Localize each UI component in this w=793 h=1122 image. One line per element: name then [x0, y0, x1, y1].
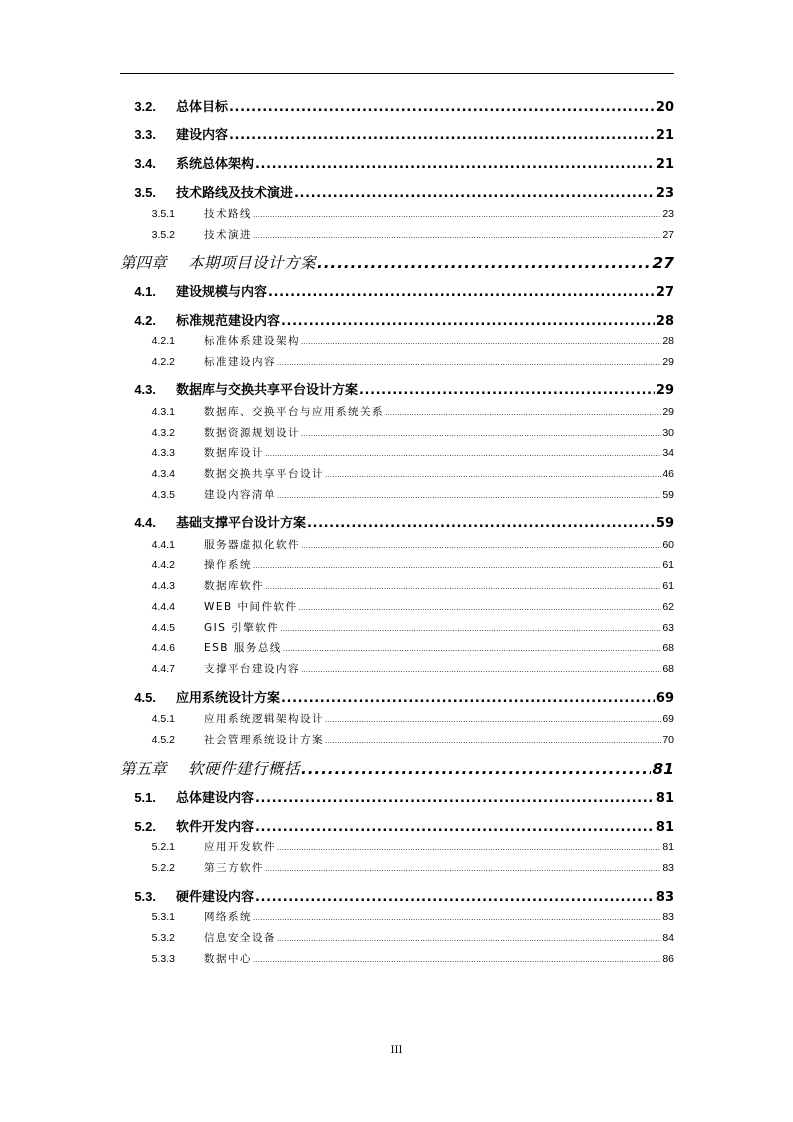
toc-dot-leader	[385, 406, 661, 420]
toc-dot-leader	[277, 932, 661, 946]
toc-entry-title: 本期项目设计方案	[188, 254, 317, 272]
toc-entry-title: 应用开发软件	[204, 841, 276, 853]
toc-entry[interactable]	[120, 446, 674, 460]
toc-entry-page: 83	[662, 911, 674, 923]
toc-dot-leader	[325, 734, 661, 748]
toc-entry-title: 数据库与交换共享平台设计方案	[176, 383, 359, 398]
toc-entry-page: 69	[655, 691, 674, 706]
toc-dot-leader	[255, 819, 655, 837]
toc-entry[interactable]	[120, 861, 674, 875]
toc-entry[interactable]	[120, 252, 674, 274]
toc-entry-number: 3.5.1	[151, 208, 175, 220]
toc-entry-title: 软硬件建行概括	[188, 760, 301, 778]
toc-dot-leader	[277, 841, 661, 855]
toc-entry-page: 21	[655, 128, 674, 143]
toc-entry[interactable]	[120, 621, 674, 635]
header-rule	[120, 73, 674, 74]
toc-dot-leader	[280, 622, 661, 636]
toc-entry-page: 28	[662, 335, 674, 347]
toc-entry-title: 数据交换共享平台设计	[204, 468, 324, 480]
toc-entry-title: 标准规范建设内容	[176, 314, 281, 329]
toc-dot-leader	[253, 911, 661, 925]
toc-entry-page: 84	[662, 932, 674, 944]
toc-entry-page: 27	[652, 254, 674, 272]
toc-entry[interactable]	[120, 579, 674, 593]
toc-entry-page: 29	[662, 406, 674, 418]
toc-entry-title: ESB 服务总线	[204, 642, 282, 654]
toc-entry[interactable]	[120, 600, 674, 614]
toc-entry[interactable]	[120, 789, 674, 807]
toc-entry-number: 5.3.	[134, 889, 156, 904]
toc-entry-number: 4.4.3	[151, 580, 175, 592]
toc-entry-page: 70	[662, 734, 674, 746]
toc-entry[interactable]	[120, 758, 674, 780]
toc-dot-leader	[301, 335, 661, 349]
toc-entry[interactable]	[120, 381, 674, 399]
toc-dot-leader	[255, 790, 655, 808]
toc-entry-title: 硬件建设内容	[176, 890, 255, 905]
toc-entry-title: WEB 中间件软件	[204, 601, 298, 613]
toc-entry[interactable]	[120, 910, 674, 924]
toc-entry[interactable]	[120, 207, 674, 221]
toc-entry[interactable]	[120, 689, 674, 707]
toc-entry[interactable]	[120, 312, 674, 330]
toc-entry-page: 27	[655, 285, 674, 300]
toc-entry-title: 基础支撑平台设计方案	[176, 516, 307, 531]
toc-entry-number: 5.3.3	[151, 953, 175, 965]
toc-entry-number: 5.2.2	[151, 862, 175, 874]
toc-entry-page: 68	[662, 642, 674, 654]
toc-entry-number: 5.3.1	[151, 911, 175, 923]
toc-dot-leader	[255, 889, 655, 907]
toc-entry-title: 信息安全设备	[204, 932, 276, 944]
toc-entry-title: 数据库设计	[204, 447, 264, 459]
toc-entry-title: 数据资源规划设计	[204, 427, 300, 439]
toc-entry[interactable]	[120, 558, 674, 572]
toc-entry[interactable]	[120, 888, 674, 906]
toc-entry-number: 4.5.1	[151, 713, 175, 725]
toc-entry-number: 4.3.4	[151, 468, 175, 480]
toc-entry-number: 4.3.5	[151, 489, 175, 501]
toc-entry-title: 应用系统设计方案	[176, 691, 281, 706]
toc-dot-leader	[307, 515, 655, 533]
toc-dot-leader	[253, 229, 661, 243]
toc-entry-page: 46	[662, 468, 674, 480]
toc-entry[interactable]	[120, 952, 674, 966]
toc-entry[interactable]	[120, 405, 674, 419]
toc-dot-leader	[301, 539, 661, 553]
toc-entry-title: 标准建设内容	[204, 356, 276, 368]
toc-entry-number: 4.4.5	[151, 622, 175, 634]
toc-entry-page: 20	[655, 100, 674, 115]
toc-dot-leader	[301, 427, 661, 441]
toc-entry-title: 技术演进	[204, 229, 252, 241]
toc-dot-leader	[301, 663, 661, 677]
toc-entry[interactable]	[120, 467, 674, 481]
toc-entry-title: 网络系统	[204, 911, 252, 923]
toc-entry-page: 34	[662, 447, 674, 459]
toc-entry[interactable]	[120, 818, 674, 836]
toc-entry-page: 81	[655, 791, 674, 806]
toc-entry-page: 59	[662, 489, 674, 501]
toc-entry-page: 23	[655, 186, 674, 201]
toc-entry-page: 63	[662, 622, 674, 634]
toc-entry-page: 28	[655, 314, 674, 329]
toc-entry-number: 5.3.2	[151, 932, 175, 944]
toc-entry-number: 4.4.	[134, 515, 156, 530]
toc-entry-title: 技术路线	[204, 208, 252, 220]
toc-entry-title: 应用系统逻辑架构设计	[204, 713, 324, 725]
toc-entry-number: 4.4.7	[151, 663, 175, 675]
toc-entry-number: 4.5.2	[151, 734, 175, 746]
toc-entry-page: 60	[662, 539, 674, 551]
toc-entry-title: 建设内容	[176, 128, 229, 143]
toc-entry[interactable]	[120, 641, 674, 655]
toc-entry-page: 83	[655, 890, 674, 905]
toc-entry-page: 21	[655, 157, 674, 172]
toc-entry-number: 3.3.	[134, 127, 156, 142]
toc-dot-leader	[277, 489, 661, 503]
toc-entry-title: 社会管理系统设计方案	[204, 734, 324, 746]
toc-entry-title: 软件开发内容	[176, 820, 255, 835]
toc-entry-page: 83	[662, 862, 674, 874]
toc-dot-leader	[255, 156, 655, 174]
toc-entry-page: 86	[662, 953, 674, 965]
toc-entry-title: 总体目标	[176, 100, 229, 115]
toc-entry-page: 61	[662, 559, 674, 571]
toc-entry-number: 4.2.1	[151, 335, 175, 347]
toc-dot-leader	[268, 284, 655, 302]
toc-entry[interactable]	[120, 283, 674, 301]
toc-dot-leader	[265, 862, 661, 876]
toc-dot-leader	[359, 382, 655, 400]
toc-entry-title: 建设规模与内容	[176, 285, 268, 300]
toc-entry-number: 4.3.	[134, 382, 156, 397]
toc-entry[interactable]	[120, 931, 674, 945]
toc-entry-title: 技术路线及技术演进	[176, 186, 294, 201]
toc-dot-leader	[253, 208, 661, 222]
toc-entry-page: 29	[655, 383, 674, 398]
toc-entry-title: 服务器虚拟化软件	[204, 539, 300, 551]
toc-entry[interactable]	[120, 514, 674, 532]
toc-entry-page: 30	[662, 427, 674, 439]
toc-entry-title: 标准体系建设架构	[204, 335, 300, 347]
toc-entry-number: 3.4.	[134, 156, 156, 171]
toc-entry[interactable]	[120, 662, 674, 676]
toc-entry-number: 5.2.	[134, 819, 156, 834]
toc-entry-page: 61	[662, 580, 674, 592]
toc-dot-leader	[294, 185, 655, 203]
toc-dot-leader	[229, 127, 655, 145]
toc-entry-number: 第五章	[120, 760, 167, 778]
toc-entry[interactable]	[120, 334, 674, 348]
toc-entry-title: 建设内容清单	[204, 489, 276, 501]
toc-dot-leader	[301, 758, 651, 780]
toc-entry-number: 第四章	[120, 254, 167, 272]
toc-entry[interactable]	[120, 184, 674, 202]
toc-entry-page: 69	[662, 713, 674, 725]
toc-dot-leader	[277, 356, 661, 370]
toc-entry-number: 4.3.3	[151, 447, 175, 459]
toc-entry-page: 27	[662, 229, 674, 241]
toc-entry-title: 支撑平台建设内容	[204, 663, 300, 675]
toc-entry-title: 系统总体架构	[176, 157, 255, 172]
toc-entry-title: 数据库、交换平台与应用系统关系	[204, 406, 384, 418]
toc-entry-page: 62	[662, 601, 674, 613]
toc-dot-leader	[299, 601, 662, 615]
toc-entry[interactable]	[120, 538, 674, 552]
toc-entry-number: 3.5.2	[151, 229, 175, 241]
toc-entry-title: 操作系统	[204, 559, 252, 571]
toc-entry-title: 总体建设内容	[176, 791, 255, 806]
toc-entry-number: 4.5.	[134, 690, 156, 705]
toc-entry-number: 4.1.	[134, 284, 156, 299]
toc-dot-leader	[317, 252, 651, 274]
toc-entry[interactable]	[120, 126, 674, 144]
toc-dot-leader	[281, 313, 655, 331]
toc-entry[interactable]	[120, 840, 674, 854]
toc-entry-page: 68	[662, 663, 674, 675]
toc-entry-number: 5.1.	[134, 790, 156, 805]
toc-entry-number: 4.4.1	[151, 539, 175, 551]
toc-entry-number: 4.3.1	[151, 406, 175, 418]
page-number: III	[390, 1045, 403, 1056]
toc-dot-leader	[265, 580, 661, 594]
toc-entry[interactable]	[120, 355, 674, 369]
toc-entry-title: GIS 引擎软件	[204, 622, 280, 634]
toc-entry-page: 29	[662, 356, 674, 368]
toc-entry-title: 数据中心	[204, 953, 252, 965]
toc-entry-page: 81	[652, 760, 674, 778]
toc-entry[interactable]	[120, 426, 674, 440]
toc-entry-number: 4.2.2	[151, 356, 175, 368]
toc-entry-page: 81	[662, 841, 674, 853]
toc-dot-leader	[253, 953, 661, 967]
toc-entry-page: 23	[662, 208, 674, 220]
toc-dot-leader	[325, 713, 661, 727]
toc-entry-number: 4.3.2	[151, 427, 175, 439]
toc-entry[interactable]	[120, 155, 674, 173]
toc-dot-leader	[265, 447, 661, 461]
toc-entry[interactable]	[120, 98, 674, 116]
toc-entry-number: 4.2.	[134, 313, 156, 328]
toc-entry-title: 数据库软件	[204, 580, 264, 592]
toc-dot-leader	[229, 99, 655, 117]
toc-entry-title: 第三方软件	[204, 862, 264, 874]
toc-entry[interactable]	[120, 488, 674, 502]
toc-entry-number: 3.2.	[134, 99, 156, 114]
toc-entry-number: 3.5.	[134, 185, 156, 200]
toc-dot-leader	[281, 690, 655, 708]
toc-entry[interactable]	[120, 733, 674, 747]
toc-entry[interactable]	[120, 712, 674, 726]
toc-entry-number: 4.4.4	[151, 601, 175, 613]
toc-entry[interactable]	[120, 228, 674, 242]
toc-entry-number: 4.4.6	[151, 642, 175, 654]
toc-entry-number: 5.2.1	[151, 841, 175, 853]
toc-entry-number: 4.4.2	[151, 559, 175, 571]
toc-dot-leader	[283, 642, 661, 656]
toc-entry-page: 81	[655, 820, 674, 835]
toc-dot-leader	[325, 468, 661, 482]
toc-entry-page: 59	[655, 516, 674, 531]
toc-dot-leader	[253, 559, 661, 573]
